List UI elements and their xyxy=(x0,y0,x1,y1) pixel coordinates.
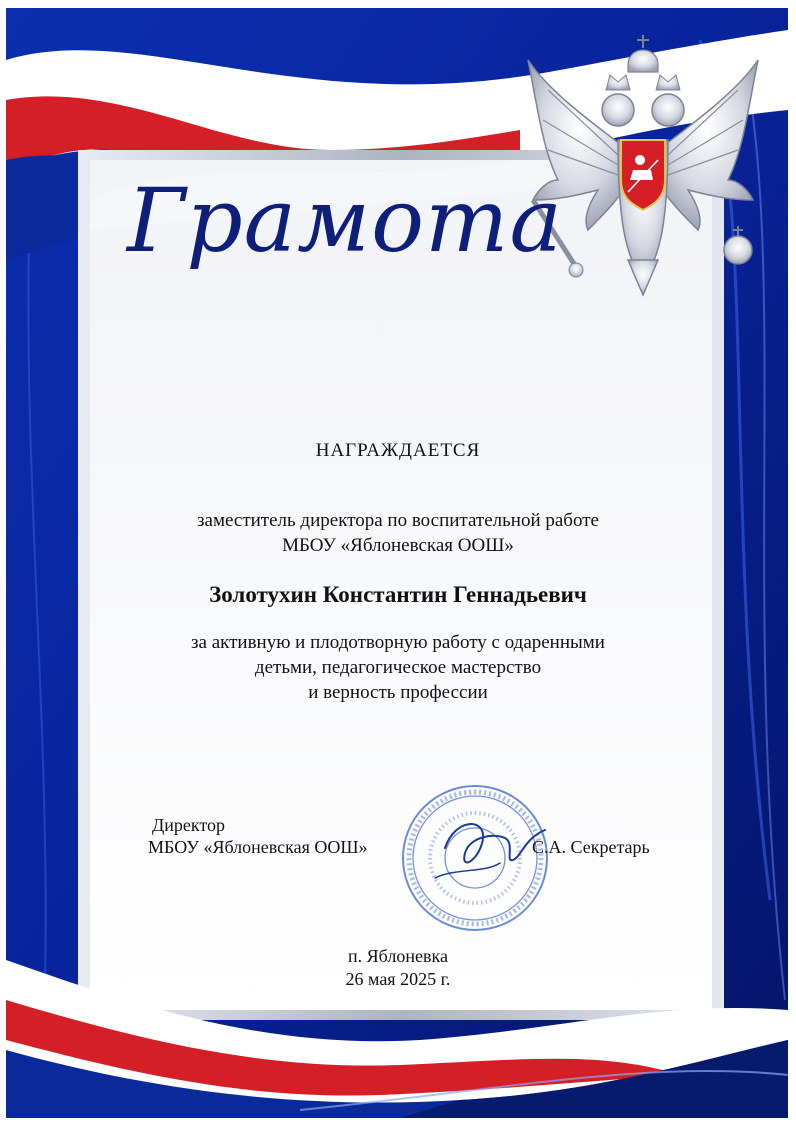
signer-organization: МБОУ «Яблоневская ООШ» xyxy=(148,837,368,857)
award-reason xyxy=(0,630,796,705)
recipient-name: Золотухин Константин Геннадьевич xyxy=(209,582,587,607)
awarded-label: НАГРАЖДАЕТСЯ xyxy=(315,440,481,461)
reason-line-1: за активную и плодотворную работу с одаренными xyxy=(191,632,605,653)
position-line-1: заместитель директора по воспитательной работе xyxy=(197,510,599,531)
reason-line-3: и верность профессии xyxy=(308,682,488,703)
footer-date: 26 мая 2025 г. xyxy=(345,969,451,989)
signer-title: Директор xyxy=(152,815,226,835)
reason-line-2: детьми, педагогическое мастерство xyxy=(254,657,542,678)
footer-place-date xyxy=(0,945,796,991)
position-line-2: МБОУ «Яблоневская ООШ» xyxy=(282,535,514,556)
footer-place: п. Яблоневка xyxy=(348,946,448,966)
certificate-title: Грамота xyxy=(127,168,563,272)
signer-name: С.А. Секретарь xyxy=(532,837,650,857)
recipient-position xyxy=(0,508,796,558)
